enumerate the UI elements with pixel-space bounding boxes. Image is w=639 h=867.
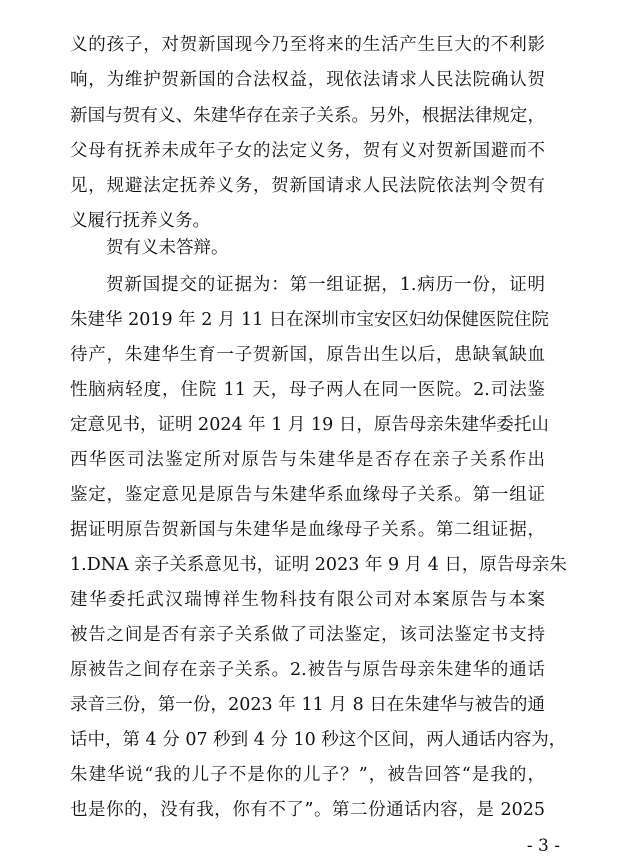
text-line: 建华委托武汉瑞博祥生物科技有限公司对本案原告与本案 (70, 590, 545, 610)
text-line: 父母有抚养未成年子女的法定义务，贺有义对贺新国避而不 (70, 141, 545, 161)
text-line: 被告之间是否有亲子关系做了司法鉴定，该司法鉴定书支持 (70, 625, 545, 645)
text-line: 话中，第 4 分 07 秒到 4 分 10 秒这个区间，两人通话内容为， (70, 730, 567, 750)
page-number: - 3 - (526, 836, 560, 856)
text-line: 鉴定，鉴定意见是原告与朱建华系血缘母子关系。第一组证 (70, 485, 545, 505)
text-line: 录音三份，第一份，2023 年 11 月 8 日在朱建华与被告的通 (70, 695, 545, 715)
text-line: 定意见书，证明 2024 年 1 月 19 日，原告母亲朱建华委托山 (70, 415, 549, 435)
text-line: 贺新国提交的证据为：第一组证据，1.病历一份，证明 (106, 275, 545, 295)
text-line: 1.DNA 亲子关系意见书，证明 2023 年 9 月 4 日，原告母亲朱 (70, 555, 567, 575)
text-line: 响，为维护贺新国的合法权益，现依法请求人民法院确认贺 (70, 70, 545, 90)
text-line: 待产，朱建华生育一子贺新国，原告出生以后，患缺氧缺血 (70, 345, 545, 365)
text-line: 新国与贺有义、朱建华存在亲子关系。另外，根据法律规定， (70, 106, 545, 126)
text-line: 据证明原告贺新国与朱建华是血缘母子关系。第二组证据， (70, 520, 545, 540)
text-line: 义履行抚养义务。 (70, 211, 210, 231)
text-line: 性脑病轻度，住院 11 天，母子两人在同一医院。2.司法鉴 (70, 380, 545, 400)
text-line: 原被告之间存在亲子关系。2.被告与原告母亲朱建华的通话 (70, 660, 545, 680)
text-line: 义的孩子，对贺新国现今乃至将来的生活产生巨大的不利影 (70, 35, 545, 55)
text-line: 朱建华 2019 年 2 月 11 日在深圳市宝安区妇幼保健医院住院 (70, 310, 549, 330)
text-line: 贺有义未答辩。 (106, 238, 229, 258)
text-line: 见，规避法定抚养义务，贺新国请求人民法院依法判令贺有 (70, 176, 545, 196)
text-line: 也是你的，没有我，你有不了”。第二份通话内容，是 2025 (70, 800, 545, 820)
text-line: 朱建华说“我的儿子不是你的儿子？”，被告回答“是我的， (70, 765, 545, 785)
text-line: 西华医司法鉴定所对原告与朱建华是否存在亲子关系作出 (70, 450, 545, 470)
